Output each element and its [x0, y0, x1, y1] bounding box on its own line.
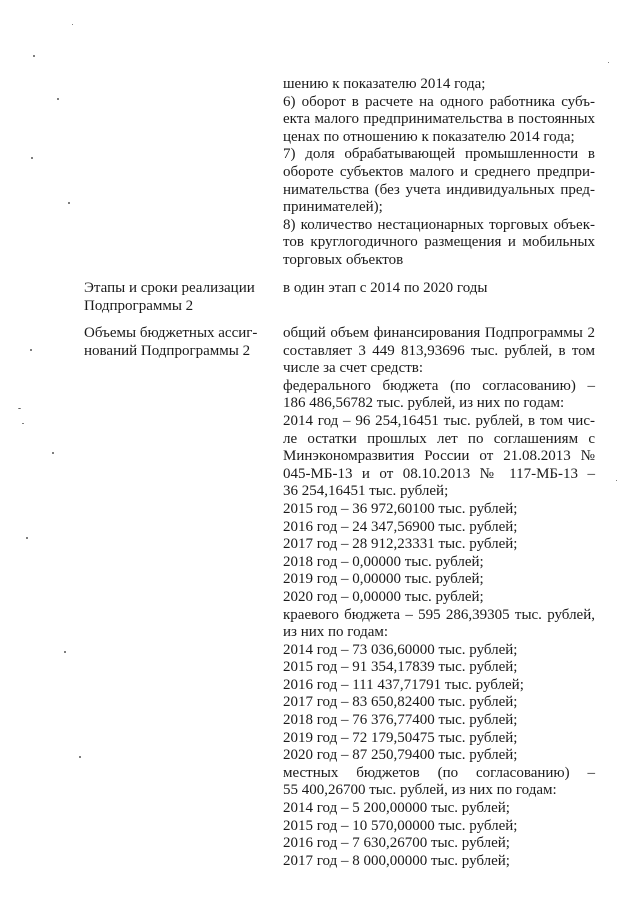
scan-speck — [79, 756, 81, 758]
budget-value-line: 2020 год – 87 250,79400 тыс. рублей; — [283, 747, 518, 764]
budget-value-line: общий объем финансирования Подпрограммы 2 — [283, 325, 595, 341]
budget-value-line: 2018 год – 0,00000 тыс. рублей; — [283, 553, 484, 570]
scan-speck — [26, 537, 28, 539]
indicators-line: 7) доля обрабатывающей промышленности в — [283, 146, 595, 163]
budget-value-line: 2015 год – 36 972,60100 тыс. рублей; — [283, 500, 518, 517]
stages-value-line: в один этап с 2014 по 2020 годы — [283, 280, 488, 296]
budget-value-line: составляет 3 449 813,93696 тыс. рублей, в том — [283, 342, 595, 359]
indicators-continuation — [283, 76, 595, 270]
budget-value-line: краевого бюджета – 595 286,39305 тыс. рублей, — [283, 606, 595, 623]
scan-speck — [33, 55, 35, 57]
budget-value-line: 55 400,26700 тыс. рублей, из них по годам: — [283, 782, 557, 799]
budget-value-line: 36 254,16451 тыс. рублей; — [283, 483, 449, 500]
scan-speck — [608, 62, 609, 63]
budget-label-line: Объемы бюджетных ассиг- — [84, 325, 258, 341]
budget-value-line: ле остатки прошлых лет по соглашениям с — [283, 430, 595, 447]
scan-speck — [64, 651, 66, 653]
indicators-line: 8) количество нестационарных торговых объек- — [283, 216, 595, 233]
budget-value-line: числе за счет средств: — [283, 360, 424, 377]
stages-label-line: Этапы и сроки реализации — [84, 280, 255, 296]
stages-value — [283, 280, 595, 298]
budget-value-line: 045-МБ-13 и от 08.10.2013 № 117-МБ-13 – — [283, 465, 595, 482]
budget-value-line: 2016 год – 111 437,71791 тыс. рублей; — [283, 676, 524, 693]
indicators-line: тов круглогодичного размещения и мобильных — [283, 234, 595, 251]
budget-value-line: 2020 год – 0,00000 тыс. рублей; — [283, 588, 484, 605]
scan-speck — [57, 98, 59, 100]
budget-value-line: 186 486,56782 тыс. рублей, из них по годам: — [283, 395, 565, 412]
budget-value-line: 2014 год – 5 200,00000 тыс. рублей; — [283, 800, 510, 817]
indicators-line: екта малого предпринимательства в постоянных — [283, 111, 595, 128]
budget-label — [84, 325, 274, 360]
budget-value — [283, 325, 595, 870]
budget-value-line: из них по годам: — [283, 624, 389, 641]
indicators-line: принимателей); — [283, 199, 383, 216]
budget-value-line: 2017 год – 8 000,00000 тыс. рублей; — [283, 852, 510, 869]
budget-value-line: 2017 год – 83 650,82400 тыс. рублей; — [283, 694, 518, 711]
budget-value-line: 2014 год – 96 254,16451 тыс. рублей, в том чис- — [283, 412, 595, 429]
budget-value-line: 2016 год – 7 630,26700 тыс. рублей; — [283, 835, 510, 852]
stages-label-line: Подпрограммы 2 — [84, 297, 194, 314]
budget-value-line: 2014 год – 73 036,60000 тыс. рублей; — [283, 641, 518, 658]
budget-value-line: 2019 год – 0,00000 тыс. рублей; — [283, 571, 484, 588]
budget-value-line: 2018 год – 76 376,77400 тыс. рублей; — [283, 712, 518, 729]
indicators-line: шению к показателю 2014 года; — [283, 76, 486, 92]
budget-value-line: 2015 год – 91 354,17839 тыс. рублей; — [283, 659, 518, 676]
scan-speck — [52, 452, 54, 454]
scan-speck — [72, 24, 73, 25]
indicators-line: нимательства (без учета индивидуальных пред- — [283, 181, 595, 198]
budget-value-line: Минэкономразвития России от 21.08.2013 № — [283, 448, 595, 465]
scan-speck — [616, 480, 617, 481]
indicators-line: обороте субъектов малого и среднего предпри- — [283, 163, 595, 180]
stages-label — [84, 280, 274, 315]
scan-speck — [68, 202, 70, 204]
indicators-line: торговых объектов — [283, 251, 404, 268]
indicators-line: ценах по отношению к показателю 2014 года; — [283, 128, 575, 145]
budget-value-line: местных бюджетов (по согласованию) – — [283, 764, 595, 781]
budget-value-line: 2019 год – 72 179,50475 тыс. рублей; — [283, 729, 518, 746]
budget-value-line: 2016 год – 24 347,56900 тыс. рублей; — [283, 518, 518, 535]
budget-label-line: нований Подпрограммы 2 — [84, 342, 251, 359]
budget-value-line: 2017 год – 28 912,23331 тыс. рублей; — [283, 536, 518, 553]
scan-speck — [31, 157, 33, 159]
indicators-line: 6) оборот в расчете на одного работника субъ- — [283, 93, 595, 110]
budget-value-line: федерального бюджета (по согласованию) – — [283, 377, 595, 394]
scan-speck — [18, 408, 21, 409]
scan-speck — [22, 423, 24, 424]
budget-value-line: 2015 год – 10 570,00000 тыс. рублей; — [283, 817, 518, 834]
scan-speck — [30, 349, 32, 351]
